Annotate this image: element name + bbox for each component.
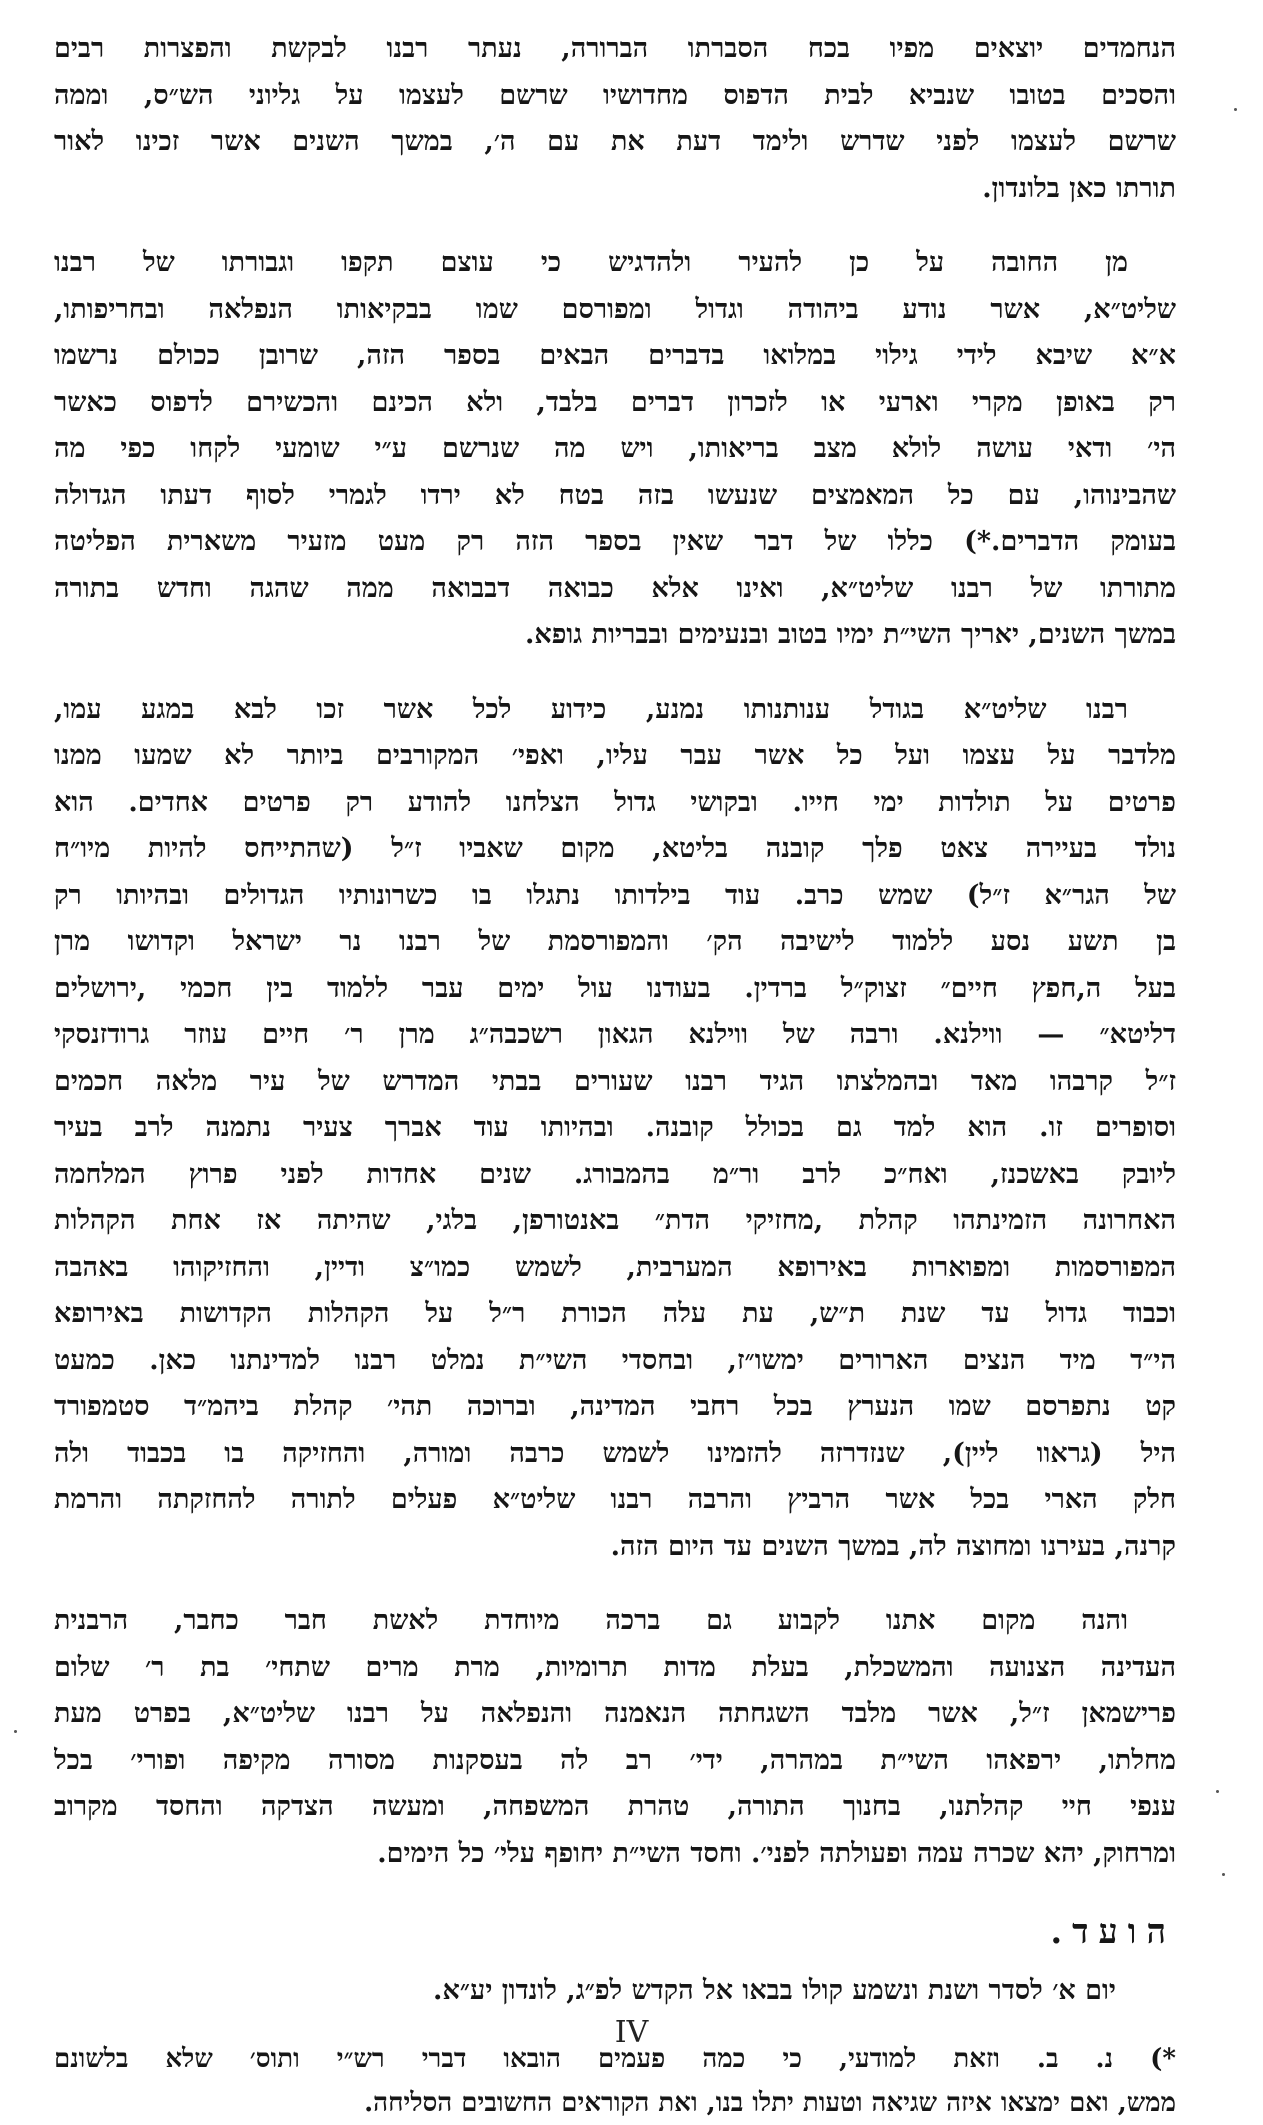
- text-line: חלק הארי בכל אשר הרביץ והרבה רבנו שליט״א פעלים לתורה להחזקתה והרמת: [54, 1484, 1176, 1515]
- text-line: הנחמדים יוצאים מפיו בכח הסברתו הברורה, נעתר רבנו לבקשת והפצרות רבים: [54, 33, 1176, 64]
- paragraph: [54, 1598, 1176, 1877]
- footnote: [54, 2037, 1176, 2125]
- text-line: היל (גראוו ליין), שנזדרזה להזמינו לשמש כרבה ומורה, והחזיקה בו בכבוד ולה: [54, 1437, 1176, 1469]
- text-line: דליטא״ — ווילנא. ורבה של ווילנא הגאון רשכבה״ג מרן ר׳ חיים עוזר גרודזנסקי: [54, 1019, 1176, 1050]
- text-line: מחלתו, ירפאהו השי״ת במהרה, ידי׳ רב לה בעסקנות מסורה מקיפה ופורי׳ בכל: [54, 1744, 1176, 1776]
- text-line: ליובק באשכנז, ואח״כ לרב ור״מ בהמבורג. שנים אחדות לפני פרוץ המלחמה: [54, 1158, 1176, 1190]
- body-text: [54, 26, 1176, 1877]
- text-line: ומרחוק, יהא שכרה עמה ופעולתה לפני׳. וחסד השי״ת יחופף עלי׳ כל הימים.: [377, 1837, 1176, 1869]
- scan-speck: [1234, 108, 1237, 111]
- text-line: רבנו שליט״א בגודל ענותנותו נמנע, כידוע לכל אשר זכו לבא במגע עמו,: [54, 693, 1128, 725]
- text-line: קרנה, בעירנו ומחוצה לה, במשך השנים עד היום הזה.: [610, 1530, 1176, 1562]
- paragraph: [54, 687, 1176, 1571]
- text-line: העדינה הצנועה והמשכלת, בעלת מדות תרומיות, מרת מרים שתחי׳ בת ר׳ שלום: [54, 1651, 1176, 1683]
- text-line: וסופרים זו. הוא למד גם בכולל קובנה. ובהיותו עוד אברך צעיר נתמנה לרב בעיר: [54, 1112, 1176, 1143]
- text-line: מלדבר על עצמו ועל כל אשר עבר עליו, ואפי׳ המקורבים ביותר לא שמעו ממנו: [54, 740, 1176, 771]
- text-line: תורתו כאן בלונדון.: [982, 172, 1176, 204]
- text-line: בן תשע נסע ללמוד לישיבה הק׳ והמפורסמת של רבנו נר ישראל וקדושו מרן: [54, 926, 1176, 957]
- text-line: פרישמאן ז״ל, אשר מלבד השגחתה הנאמנה והנפלאה על רבנו שליט״א, בפרט מעת: [54, 1698, 1176, 1729]
- text-line: שרשם לעצמו לפני שדרש ולימד דעת את עם ה׳, במשך השנים אשר זכינו לאור: [54, 126, 1176, 157]
- text-line: שהבינוהו, עם כל המאמצים שנעשו בזה בטח לא ירדו לגמרי לסוף דעתו הגדולה: [54, 479, 1176, 511]
- text-line: קט נתפרסם שמו הנערץ בכל רחבי המדינה, וברוכה תהי׳ קהלת ביהמ״ד סטמפורד: [54, 1391, 1176, 1422]
- text-line: רק באופן מקרי וארעי או לזכרון דברים בלבד, ולא הכינם והכשירם לדפוס כאשר: [54, 386, 1176, 418]
- text-line: האחרונה הזמינתהו קהלת ,מחזיקי הדת״ באנטורפן, בלגי, שהיתה אז אחת הקהלות: [54, 1205, 1176, 1236]
- scan-speck: [1216, 1790, 1219, 1793]
- text-line: המפורסמות ומפוארות באירופא המערבית, לשמש כמו״צ ודיין, והחזיקוהו באהבה: [54, 1251, 1176, 1283]
- text-line: הי״ד מיד הנצים הארורים ימשו״ז, ובחסדי השי״ת נמלט רבנו למדינתנו כאן. כמעט: [54, 1344, 1176, 1376]
- text-line: שליט״א, אשר נודע ביהודה וגדול ומפורסם שמו בבקיאותו הנפלאה ובחריפותו,: [54, 293, 1176, 325]
- text-line: וכבוד גדול עד שנת ת״ש, עת עלה הכורת ר״ל על הקהלות הקדושות באירופא: [54, 1298, 1176, 1329]
- scan-speck: [14, 1730, 17, 1733]
- footnote-line: *) נ. ב. וזאת למודעי, כי כמה פעמים הובאו דברי רש״י ותוס׳ שלא בלשונם: [54, 2044, 1176, 2074]
- page-content: [54, 26, 1176, 2125]
- text-line: הי׳ ודאי עושה לולא מצב בריאותו, ויש מה שנרשם ע״י שומעי לקחו כפי מה: [54, 433, 1176, 464]
- text-line: והנה מקום אתנו לקבוע גם ברכה מיוחדת לאשת חבר כחבר, הרבנית: [54, 1605, 1128, 1636]
- paragraph: [54, 240, 1176, 659]
- paragraph: [54, 26, 1176, 212]
- text-line: מן החובה על כן להעיר ולהדגיש כי עוצם תקפו וגבורתו של רבנו: [54, 247, 1128, 278]
- text-line: בעל ה,חפץ חיים״ זצוק״ל ברדין. בעודנו עול ימים עבר ללמוד בין חכמי ,ירושלים: [54, 972, 1176, 1004]
- dateline: יום א׳ לסדר ושנת ונשמע קולו בבאו אל הקדש לפ״ג, לונדון יע״א.: [433, 1975, 1116, 2006]
- text-line: במשך השנים, יאריך השי״ת ימיו בטוב ובנעימים ובבריות גופא.: [524, 619, 1176, 650]
- text-line: ענפי חיי קהלתנו, בחנוך התורה, טהרת המשפחה, ומעשה הצדקה והחסד מקרוב: [54, 1791, 1176, 1822]
- text-line: פרטים על תולדות ימי חייו. ובקושי גדול הצלחנו להודע רק פרטים אחדים. הוא: [54, 786, 1176, 818]
- text-line: של הגר״א ז״ל) שמש כרב. עוד בילדותו נתגלו בו כשרונותיו הגדולים ובהיותו רק: [54, 879, 1176, 911]
- text-line: והסכים בטובו שנביא לבית הדפוס מחדושיו שרשם לעצמו על גליוני הש״ס, וממה: [54, 79, 1176, 111]
- text-line: מתורתו של רבנו שליט״א, ואינו אלא כבואה דבבואה ממה שהגה וחדש בתורה: [54, 572, 1176, 604]
- text-line: בעומק הדברים.*) כללו של דבר שאין בספר הזה רק מעט מזעיר משארית הפליטה: [54, 526, 1176, 557]
- text-line: נולד בעיירה צאט פלך קובנה בליטא, מקום שאביו ז״ל (שהתייחס להיות מיו״ח: [54, 833, 1176, 864]
- text-line: א״א שיבא לידי גילוי במלואו בדברים הבאים בספר הזה, שרובן ככולם נרשמו: [54, 340, 1176, 371]
- footnote-line: ממש, ואם ימצאו איזה שגיאה וטעות יתלו בנו, ואת הקוראים החשובים הסליחה.: [364, 2088, 1176, 2118]
- page-number: IV: [614, 2015, 649, 2050]
- scan-speck: [1222, 1873, 1225, 1876]
- text-line: ז״ל קרבהו מאד ובהמלצתו הגיד רבנו שעורים בבתי המדרש של עיר מלאה חכמים: [54, 1065, 1176, 1097]
- signature: הועד.: [1050, 1912, 1176, 1952]
